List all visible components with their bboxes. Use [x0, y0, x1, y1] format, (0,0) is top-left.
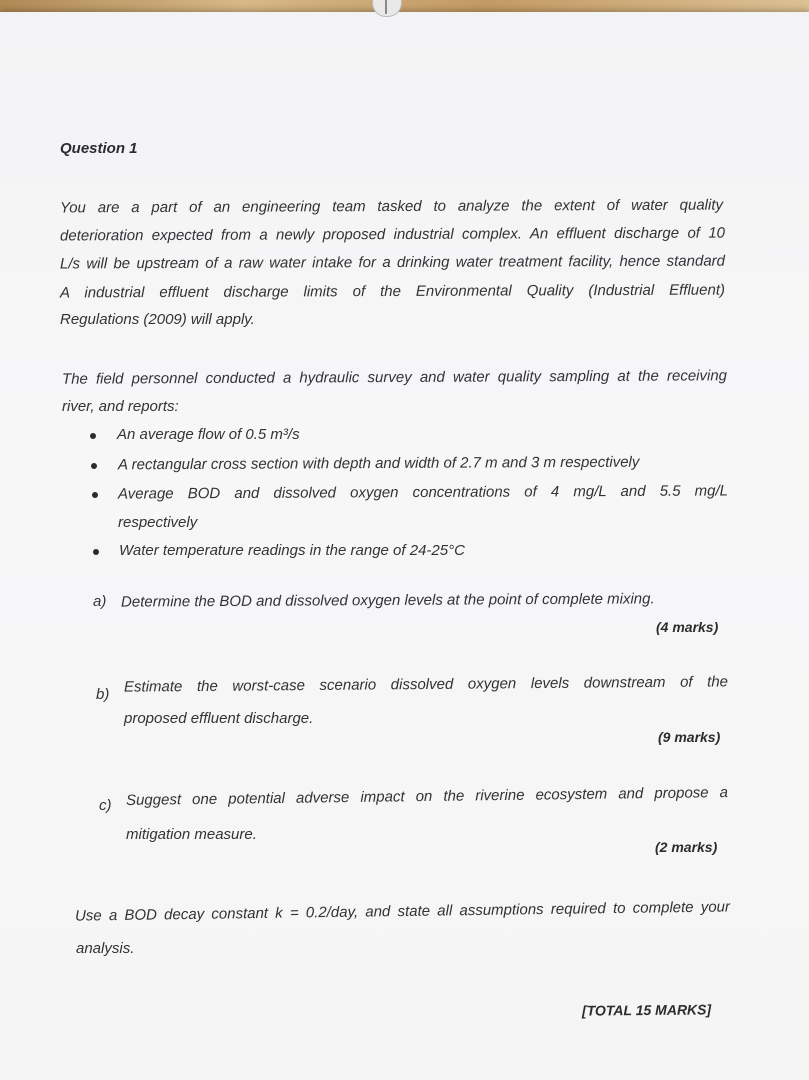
total-marks: [TOTAL 15 MARKS] — [581, 1001, 712, 1019]
bullet-item: Water temperature readings in the range of 24-25°C — [119, 542, 465, 559]
part-c-letter: c) — [99, 797, 112, 814]
intro-line: L/s will be upstream of a raw water intake for a drinking water treatment facility, hence standard — [59, 252, 726, 273]
bullet-item: Average BOD and dissolved oxygen concentrations of 4 mg/L and 5.5 mg/L — [117, 482, 729, 503]
intro-line: deterioration expected from a newly proposed industrial complex. An effluent discharge of 10 — [59, 224, 726, 245]
closing-line: analysis. — [76, 940, 135, 957]
bullet-dot-icon — [92, 492, 98, 498]
part-c-text: Suggest one potential adverse impact on the riverine ecosystem and propose a — [125, 784, 729, 809]
part-b-letter: b) — [96, 686, 110, 703]
part-a-marks: (4 marks) — [656, 619, 719, 635]
intro-line: You are a part of an engineering team tasked to analyze the extent of water quality — [59, 196, 724, 217]
bullet-dot-icon — [90, 433, 96, 439]
intro-line: A industrial effluent discharge limits of the Environmental Quality (Industrial Effluent) — [59, 281, 726, 302]
field-line: river, and reports: — [62, 398, 179, 415]
bullet-item-continuation: respectively — [118, 514, 198, 531]
bullet-item: An average flow of 0.5 m³/s — [117, 426, 300, 443]
part-b-text-continuation: proposed effluent discharge. — [124, 710, 314, 727]
part-a-letter: a) — [93, 593, 107, 610]
bullet-dot-icon — [91, 463, 97, 469]
part-b-marks: (9 marks) — [658, 729, 721, 745]
bullet-item: A rectangular cross section with depth and width of 2.7 m and 3 m respectively — [117, 453, 640, 474]
part-a-text: Determine the BOD and dissolved oxygen levels at the point of complete mixing. — [120, 590, 655, 611]
intro-line: Regulations (2009) will apply. — [60, 311, 255, 328]
part-b-text: Estimate the worst-case scenario dissolved oxygen levels downstream of the — [123, 673, 729, 696]
field-line: The field personnel conducted a hydraulic survey and water quality sampling at the receiving — [61, 367, 728, 388]
part-c-text-continuation: mitigation measure. — [126, 826, 257, 843]
bullet-dot-icon — [93, 549, 99, 555]
question-title: Question 1 — [60, 140, 138, 157]
part-c-marks: (2 marks) — [655, 839, 718, 855]
closing-line: Use a BOD decay constant k = 0.2/day, and state all assumptions required to complete your — [74, 898, 731, 925]
